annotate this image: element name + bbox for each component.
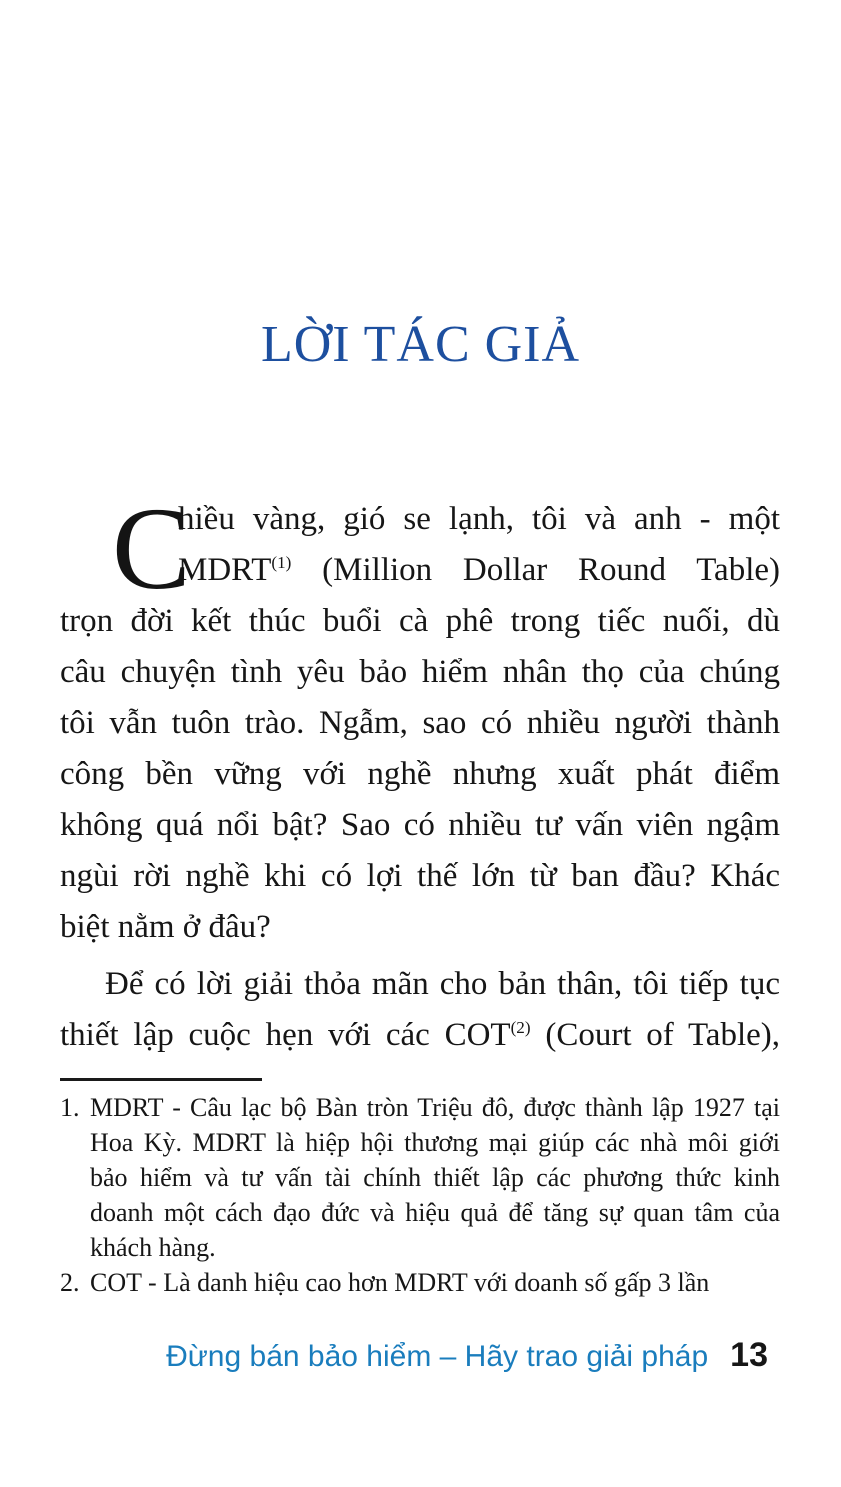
- text-segment: thiết lập cuộc hẹn với các COT: [60, 1017, 511, 1053]
- text-line: [60, 800, 780, 851]
- page-footer: [166, 1336, 768, 1375]
- text-segment: (Million Dollar Round Table): [291, 552, 780, 588]
- text-line: [90, 1090, 780, 1125]
- page-number: 13: [730, 1336, 768, 1374]
- text-segment: câu chuyện tình yêu bảo hiểm nhân thọ của chúng: [60, 654, 780, 690]
- text-segment: MDRT - Câu lạc bộ Bàn tròn Triệu đô, được thành lập 1927 tại: [90, 1093, 780, 1122]
- text-segment: Để có lời giải thỏa mãn cho bản thân, tôi tiếp tục: [105, 966, 780, 1002]
- text-segment: Hoa Kỳ. MDRT là hiệp hội thương mại giúp các nhà môi giới: [90, 1128, 780, 1157]
- book-title: Đừng bán bảo hiểm – Hãy trao giải pháp: [166, 1340, 709, 1373]
- text-segment: COT - Là danh hiệu cao hơn MDRT với doanh số gấp 3 lần: [90, 1268, 710, 1297]
- footnote-text: [90, 1090, 780, 1265]
- text-segment: không quá nổi bật? Sao có nhiều tư vấn viên ngậm: [60, 807, 780, 843]
- text-line: [60, 1010, 780, 1061]
- text-segment: tôi vẫn tuôn trào. Ngẫm, sao có nhiều người thành: [60, 705, 780, 741]
- text-line: [60, 851, 780, 902]
- text-line: [60, 698, 780, 749]
- text-line: [90, 1230, 780, 1265]
- text-segment: hiều vàng, gió se lạnh, tôi và anh - một: [178, 501, 780, 537]
- text-line: [60, 647, 780, 698]
- text-segment: biệt nằm ở đâu?: [60, 909, 271, 945]
- text-segment: ngùi rời nghề khi có lợi thế lớn từ ban đầu? Khác: [60, 858, 780, 894]
- text-line: [90, 1160, 780, 1195]
- text-line: [90, 1125, 780, 1160]
- text-segment: công bền vững với nghề nhưng xuất phát điểm: [60, 756, 780, 792]
- text-segment: khách hàng.: [90, 1233, 216, 1262]
- footnotes: [60, 1090, 780, 1300]
- drop-cap: C: [112, 483, 191, 614]
- footnote-text: [90, 1265, 780, 1300]
- footnote-number: 2.: [60, 1268, 80, 1297]
- paragraph-2: [60, 959, 780, 1061]
- text-segment: doanh một cách đạo đức và hiệu quả để tăng sự quan tâm của: [90, 1198, 780, 1227]
- text-segment: bảo hiểm và tư vấn tài chính thiết lập các phương thức kinh: [90, 1163, 780, 1192]
- footnote-marker: (1): [271, 553, 292, 572]
- footnote-item: [60, 1265, 780, 1300]
- paragraph-1: [60, 483, 780, 953]
- footnote-marker: (2): [510, 1018, 531, 1037]
- text-line: [60, 749, 780, 800]
- footnote-number: 1.: [60, 1093, 80, 1122]
- text-line: [90, 1195, 780, 1230]
- footnote-item: [60, 1090, 780, 1265]
- text-line: [60, 959, 780, 1010]
- text-line: [60, 902, 780, 953]
- chapter-title: LỜI TÁC GIẢ: [260, 316, 581, 373]
- footnote-separator: [60, 1078, 262, 1081]
- paragraph-2-lines: [60, 959, 780, 1061]
- text-segment: (Court of Table),: [530, 1017, 781, 1053]
- text-line: [90, 1265, 780, 1300]
- text-segment: trọn đời kết thúc buổi cà phê trong tiếc nuối, dù: [60, 603, 780, 639]
- text-segment: MDRT: [178, 552, 272, 588]
- body-text: [60, 483, 781, 1061]
